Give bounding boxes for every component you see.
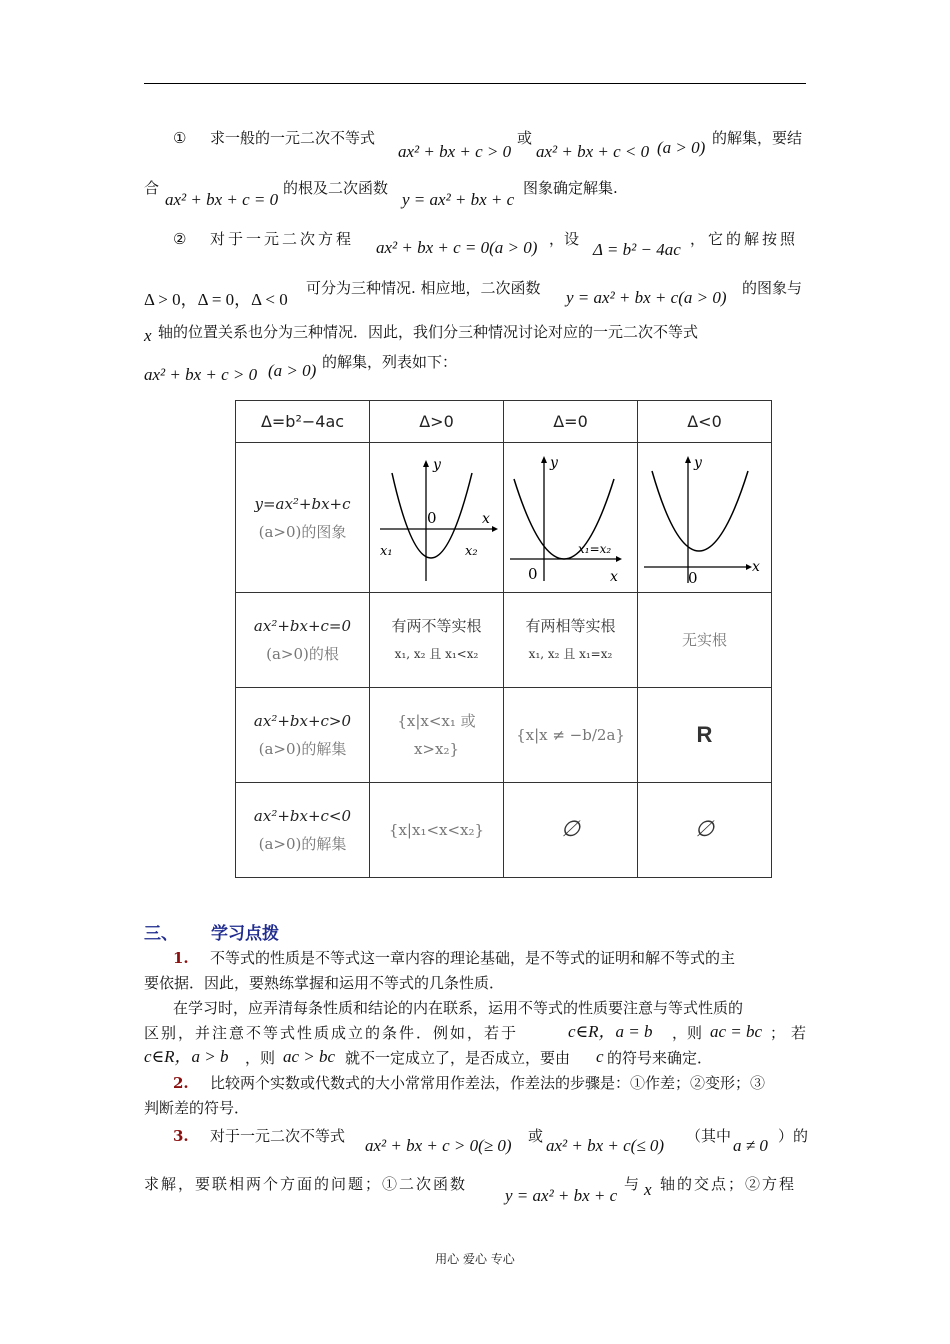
graph1-svg [370, 443, 503, 588]
para2-text3: ，它的解按照 [690, 230, 799, 248]
graph3-parabola [652, 471, 748, 551]
item1-line4: 区别，并注意不等式性质成立的条件．例如，若于 [144, 1024, 519, 1042]
section-title: 学习点拨 [211, 924, 279, 944]
graph-two-roots [370, 443, 504, 593]
item1-m4: ac > bc [283, 1047, 336, 1066]
item1-m3: c∈R，a > b [144, 1047, 229, 1066]
graph1-x1: x₁ [380, 544, 393, 559]
para1-text5: 图象确定解集. [523, 179, 618, 197]
item1-line3: 在学习时，应弄清每条性质和结论的内在联系，运用不等式的性质要注意与等式性质的 [173, 999, 744, 1017]
para2-func: y = ax² + bx + c(a > 0) [566, 288, 727, 307]
row4-cell1: {x|x₁<x<x₂} [370, 783, 504, 878]
graph2-svg [504, 443, 637, 588]
row2-label2: (a>0)的根 [266, 645, 339, 663]
item1-m2: ac = bc [710, 1022, 763, 1041]
item1-line5b: 就不一定成立了，是否成立，要由 [345, 1049, 571, 1067]
header-zero: Δ=0 [504, 401, 638, 443]
page-footer: 用心 爱心 专心 [435, 1252, 515, 1266]
graph1-xlabel: x [482, 511, 490, 527]
para2-ineq: ax² + bx + c > 0 [144, 365, 258, 384]
graph3-origin: 0 [688, 569, 698, 587]
item3-m2: ax² + bx + c(≤ 0) [546, 1136, 665, 1155]
para2-text6: 轴的位置关系也分为三种情况．因此，我们分三种情况讨论对应的一元二次不等式 [158, 323, 699, 341]
header-delta: Δ=b²−4ac [236, 401, 370, 443]
row2-cell3: 无实根 [638, 593, 772, 688]
row1-label2: (a>0)的图象 [258, 522, 347, 541]
para2-num: ② [173, 230, 187, 248]
para1-or: 或 [517, 129, 533, 147]
solution-table [235, 400, 772, 878]
para2-cases: Δ > 0，Δ = 0，Δ < 0 [144, 290, 288, 309]
graph1-origin: 0 [427, 509, 437, 527]
item3-m5: x [644, 1180, 652, 1199]
item3-line2: 求解，要联相两个方面的问题；①二次函数 [144, 1175, 468, 1193]
item3-m4: y = ax² + bx + c [505, 1186, 618, 1205]
graph3-ylabel: y [694, 455, 702, 471]
graph-one-root [504, 443, 638, 593]
row2-c2b: x₁, x₂ 且 x₁=x₂ [528, 647, 613, 661]
para2-text2: ，设 [549, 230, 580, 248]
item3-text2: （其中 [686, 1127, 732, 1145]
header-rule [144, 83, 806, 84]
graph-no-root [638, 443, 772, 593]
para1-ineq1: ax² + bx + c > 0 [398, 142, 512, 161]
item1-line4b: ，则 [672, 1024, 703, 1042]
row3-label1: ax²+bx+c>0 [253, 712, 352, 730]
row1-label [236, 443, 370, 593]
item1-num: 1. [173, 949, 189, 967]
row4-label2: (a>0)的解集 [258, 835, 347, 853]
para1-func: y = ax² + bx + c [402, 190, 515, 209]
graph1-y-arrow [423, 460, 429, 467]
item1-m5: c [596, 1047, 604, 1066]
para1-eq: ax² + bx + c = 0 [165, 190, 279, 209]
para1-text4: 的根及二次函数 [283, 179, 389, 197]
para2-text5: 的图象与 [742, 279, 803, 297]
row2-c1a: 有两不等实根 [391, 617, 482, 635]
para2-cond: (a > 0) [268, 361, 317, 380]
para1-text2: 的解集，要结 [712, 129, 803, 147]
graph3-xlabel: x [752, 559, 760, 575]
header-pos: Δ>0 [370, 401, 504, 443]
item3-or: 或 [528, 1127, 544, 1145]
row3-c1a: {x|x<x₁ 或 [397, 712, 476, 730]
para1-num: ① [173, 129, 187, 147]
row3-cell1 [370, 688, 504, 783]
row3-cell3: R [638, 688, 772, 783]
row2-label1: ax²+bx+c=0 [253, 617, 352, 635]
row3-label [236, 688, 370, 783]
item1-m1: c∈R，a = b [568, 1022, 653, 1041]
graph1-ylabel: y [433, 457, 441, 473]
para1-text3: 合 [144, 179, 160, 197]
para1-ineq2: ax² + bx + c < 0 [536, 142, 650, 161]
section-num: 三、 [144, 924, 178, 944]
item1-line1: 不等式的性质是不等式这一章内容的理论基础，是不等式的证明和解不等式的主 [210, 949, 736, 967]
item1-line5c: 的符号来确定． [607, 1049, 713, 1067]
item1-line4c: ；若 [770, 1024, 813, 1042]
item3-m1: ax² + bx + c > 0(≥ 0) [365, 1136, 512, 1155]
row4-label [236, 783, 370, 878]
row2-label [236, 593, 370, 688]
row3-c1b: x>x₂} [413, 740, 460, 758]
item2-line2: 判断差的符号． [144, 1099, 250, 1117]
para2-text4: 可分为三种情况. 相应地，二次函数 [306, 279, 541, 297]
row2-cell1 [370, 593, 504, 688]
item1-line2: 要依据．因此，要熟练掌握和运用不等式的几条性质． [144, 974, 505, 992]
graph1-x-arrow [492, 526, 498, 532]
item3-text3: ）的 [778, 1127, 809, 1145]
para2-eq: ax² + bx + c = 0(a > 0) [376, 238, 538, 257]
graph3-svg [638, 443, 771, 588]
item2-num: 2. [173, 1074, 189, 1092]
para2-x: x [144, 326, 152, 345]
header-neg: Δ<0 [638, 401, 772, 443]
graph2-y-arrow [541, 456, 547, 463]
graph2-origin: 0 [528, 565, 538, 583]
row2-cell2 [504, 593, 638, 688]
item3-text4: 与 [624, 1175, 640, 1193]
graph3-y-arrow [685, 456, 691, 463]
graph2-x-arrow [616, 556, 622, 562]
item2-line1: 比较两个实数或代数式的大小常常用作差法，作差法的步骤是：①作差；②变形；③ [210, 1074, 766, 1092]
row2-c1b: x₁, x₂ 且 x₁<x₂ [394, 647, 479, 661]
para2-delta: Δ = b² − 4ac [593, 240, 681, 259]
graph2-ylabel: y [550, 455, 558, 471]
item3-text5: 轴的交点；②方程 [660, 1175, 797, 1193]
row3-cell2: {x|x ≠ −b/2a} [504, 688, 638, 783]
para2-text7: 的解集，列表如下： [322, 353, 458, 371]
item3-text1: 对于一元二次不等式 [210, 1127, 346, 1145]
row2-c2a: 有两相等实根 [525, 617, 616, 635]
row3-label2: (a>0)的解集 [258, 740, 347, 758]
graph2-x12: x₁=x₂ [578, 542, 612, 556]
item3-num: 3. [173, 1127, 189, 1145]
graph2-xlabel: x [610, 569, 618, 585]
graph1-x2: x₂ [465, 544, 478, 559]
item3-m3: a ≠ 0 [733, 1136, 768, 1155]
para2-text1: 对于一元二次方程 [210, 230, 355, 248]
para1-cond: (a > 0) [657, 138, 706, 157]
row1-label1: y=ax²+bx+c [254, 494, 351, 513]
row4-cell2: ∅ [504, 783, 638, 878]
row4-cell3: ∅ [638, 783, 772, 878]
item1-line5: ，则 [245, 1049, 276, 1067]
para1-text: 求一般的一元二次不等式 [210, 129, 376, 147]
row4-label1: ax²+bx+c<0 [253, 807, 352, 825]
